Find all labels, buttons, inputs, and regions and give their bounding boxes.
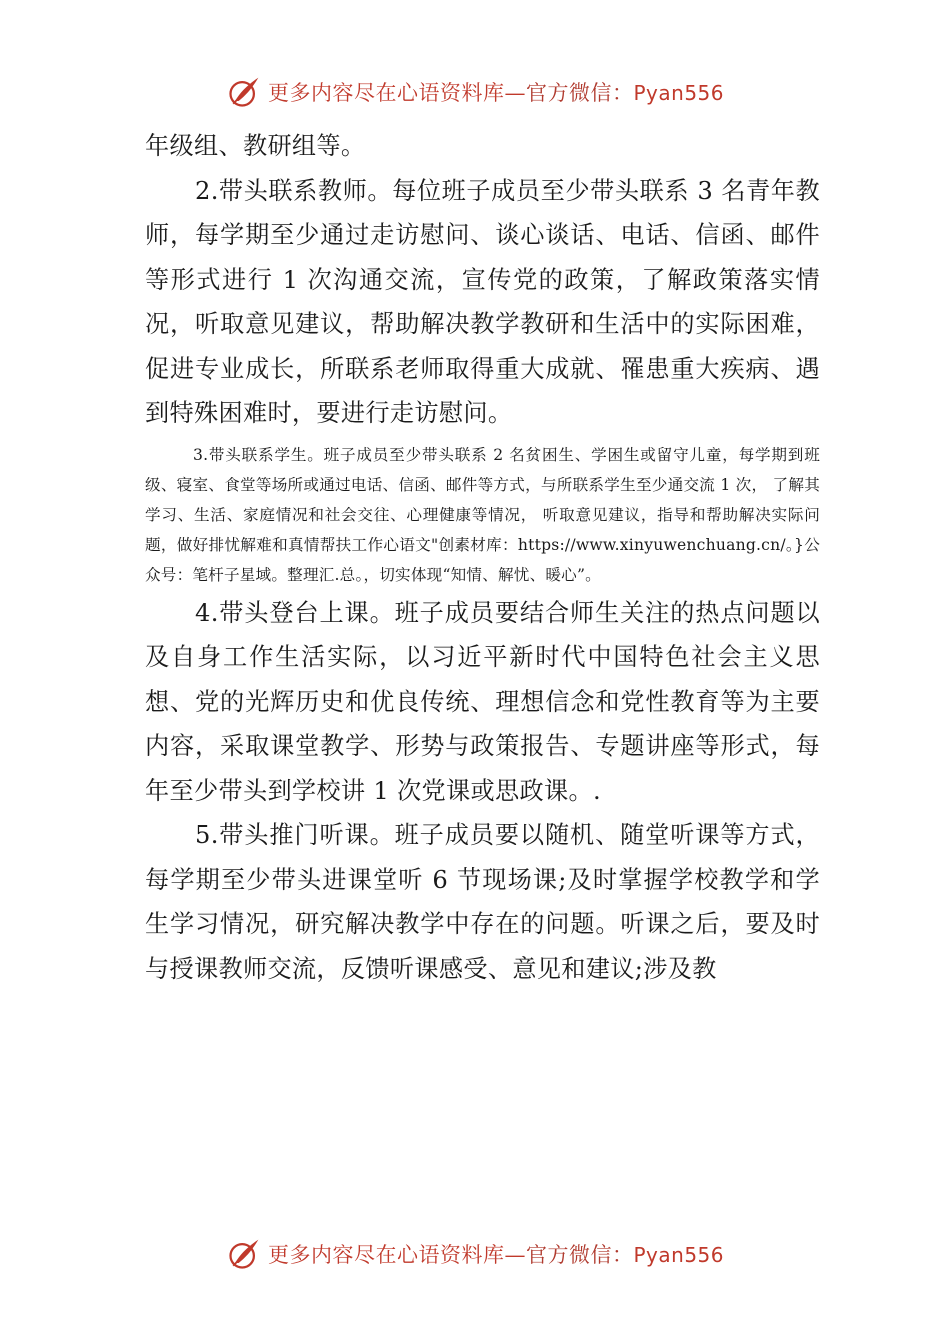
footer-site-text: 更多内容尽在心语资料库 xyxy=(267,1243,505,1267)
paragraph-lecture: 4.带头登台上课。班子成员要结合师生关注的热点问题以及自身工作生活实际，以习近平新时代中国特色社会主义思想、党的光辉历史和优良传统、理想信念和党性教育等为主要内容，采取课堂教学、形势与政策报告、专题讲座等形式，每年至少带头到学校讲 1 次党课或思政课。. xyxy=(145,598,820,805)
header-site-text: 更多内容尽在心语资料库 xyxy=(267,81,505,105)
header-wechat-label: 官方微信： xyxy=(525,81,634,105)
paragraph-contact-teachers: 2.带头联系教师。每位班子成员至少带头联系 3 名青年教师，每学期至少通过走访慰问、谈心谈话、电话、信函、邮件等形式进行 1 次沟通交流，宣传党的政策，了解政策落实情况，听取意见建议，帮助解决教学教研和生活中的实际困难，促进专业成长，所联系老师取得重大成就、罹患重大疾病、遇到特殊困难时，要进行走访慰问。 xyxy=(145,176,820,427)
header-wechat-handle: Pyan556 xyxy=(633,81,724,105)
footer-dash: — xyxy=(504,1243,526,1267)
paragraph-audit-class: 5.带头推门听课。班子成员要以随机、随堂听课等方式，每学期至少带头进课堂听 6 节现场课;及时掌握学校教学和学生学习情况，研究解决教学中存在的问题。听课之后，要及时与授课教师交流，反馈听课感受、意见和建议;涉及教 xyxy=(145,821,820,983)
paragraph-contact-students: 3.带头联系学生。班子成员至少带头联系 2 名贫困生、学困生或留守儿童，每学期到班级、寝室、食堂等场所或通过电话、信函、邮件等方式，与所联系学生至少通交流 1 次， 了解其学习、生活、家庭情况和社会交往、心理健康等情况， 听取意见建议，指导和帮助解决实际问题，做好排忧解难和真情帮扶工作心语文"创素材库：https://www.xinyuwenchuang.cn/。}公众号：笔杆子星域。整理汇.总。，切实体现“知情、解忧、暖心”。 xyxy=(145,445,820,585)
footer-wechat-handle: Pyan556 xyxy=(633,1243,724,1267)
header-banner xyxy=(0,70,950,114)
document-body xyxy=(145,124,820,991)
header-dash: — xyxy=(504,81,526,105)
header-text xyxy=(268,77,724,107)
quill-pen-logo-icon xyxy=(226,74,262,110)
footer-text xyxy=(268,1239,724,1269)
quill-pen-logo-icon xyxy=(226,1236,262,1272)
footer-banner xyxy=(0,1232,950,1276)
footer-wechat-label: 官方微信： xyxy=(525,1243,634,1267)
footer-banner-inner xyxy=(226,1236,724,1272)
paragraph-continuation: 年级组、教研组等。 xyxy=(145,132,366,160)
header-banner-inner xyxy=(226,74,724,110)
